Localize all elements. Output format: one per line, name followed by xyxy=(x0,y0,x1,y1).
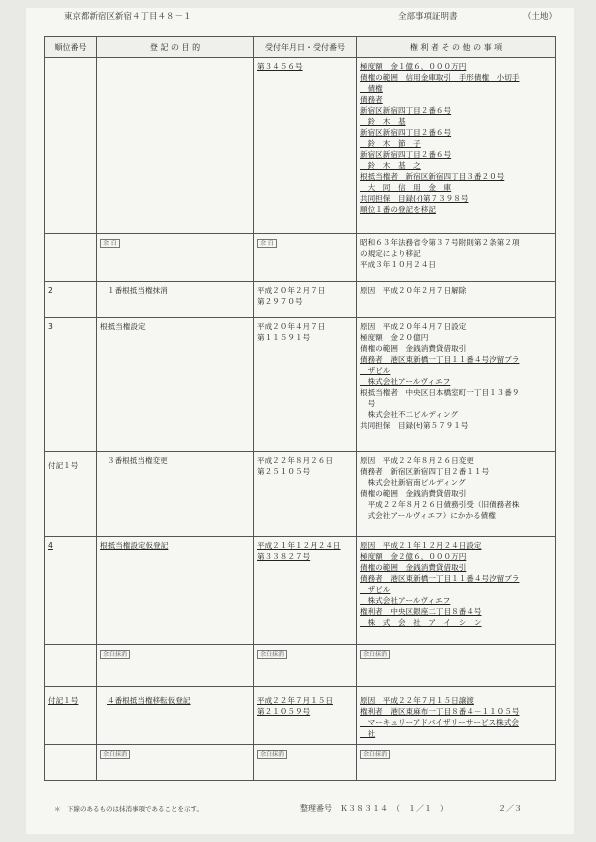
reception-cell xyxy=(254,234,357,282)
reception-line: 平成２２年７月１５日 xyxy=(257,696,333,705)
details-line: ザビル xyxy=(360,585,391,594)
details-line: 号 xyxy=(360,399,376,408)
reception-cell xyxy=(254,645,357,687)
details-line: 新宿区新宿四丁目２番６号 xyxy=(360,128,452,137)
purpose-cell xyxy=(97,745,254,781)
details-line: ザビル xyxy=(360,366,391,375)
details-line: 鈴 木 基 xyxy=(360,117,406,126)
details-cell xyxy=(357,645,556,687)
details-line: マーキュリーアドバイザリーサービス株式会 xyxy=(360,718,519,727)
reception-line: 第１１５９１号 xyxy=(257,333,311,342)
table-row xyxy=(45,318,556,452)
rank-cell xyxy=(45,645,97,687)
purpose-cell xyxy=(97,537,254,645)
details-cell xyxy=(357,318,556,452)
details-line: 債権の範囲 金銭消費貸借取引 xyxy=(360,489,467,498)
table-row xyxy=(45,58,556,234)
reception-cell xyxy=(254,687,357,745)
column-header: 受付年月日・受付番号 xyxy=(254,37,357,58)
details-line: 株式会社不二ビルディング xyxy=(360,410,458,419)
details-line: の規定により移記 xyxy=(360,249,421,258)
purpose-label: 根抵当権設定仮登記 xyxy=(100,541,169,550)
details-line: 原因 平成２１年１２月２４日設定 xyxy=(360,541,482,550)
blank-stamp: 余 白 xyxy=(257,239,277,248)
purpose-cell xyxy=(97,645,254,687)
details-line: 式会社アールヴィエフ）にかかる債権 xyxy=(360,511,496,520)
details-line: 債務者 新宿区新宿四丁目２番１１号 xyxy=(360,467,490,476)
property-address: 東京都新宿区新宿４丁目４８－１ xyxy=(64,12,192,22)
column-header: 権 利 者 そ の 他 の 事 項 xyxy=(357,37,556,58)
details-line: 順位１番の登記を移記 xyxy=(360,205,436,214)
document-type: （土地） xyxy=(523,12,558,22)
details-line: 平成３年１０月２４日 xyxy=(360,260,436,269)
reception-line: 平成２０年２月７日 xyxy=(257,286,326,295)
reception-line: 平成２０年４月７日 xyxy=(257,322,326,331)
footer-note: ＊ 下線のあるものは抹消事項であることを示す。 xyxy=(54,805,203,813)
reception-line: 第３３８２７号 xyxy=(257,552,311,561)
rank-cell xyxy=(45,58,97,234)
column-header: 順位番号 xyxy=(45,37,97,58)
page-number: ２／３ xyxy=(498,804,522,813)
blank-stamp: 余白抹消 xyxy=(257,750,287,759)
details-cell xyxy=(357,687,556,745)
details-line: 原因 平成２０年２月７日解除 xyxy=(360,286,467,295)
purpose-cell xyxy=(97,58,254,234)
details-line: 債務者 港区東新橋一丁目１１番４号汐留ブラ xyxy=(360,574,520,583)
reception-line: 第２５１０５号 xyxy=(257,467,311,476)
details-line: 債務者 xyxy=(360,95,383,104)
details-line: 共同担保 目録(ｲ)第７３９８号 xyxy=(360,194,469,203)
rank-cell: 3 xyxy=(45,318,97,452)
reception-cell xyxy=(254,58,357,234)
rank-cell xyxy=(45,537,97,645)
document-title: 全部事項証明書 xyxy=(398,12,458,22)
rank-cell xyxy=(45,234,97,282)
blank-stamp: 余白抹消 xyxy=(257,650,287,659)
details-line: 株式会社アールヴィエフ xyxy=(360,377,451,386)
table-row xyxy=(45,645,556,687)
table-header-row xyxy=(45,37,556,58)
control-number: 整理番号 Ｋ３８３１４ （ １／１ ） xyxy=(300,804,448,813)
blank-stamp: 余 白 xyxy=(100,239,120,248)
table-row xyxy=(45,452,556,537)
blank-stamp: 余白抹消 xyxy=(100,650,130,659)
details-line: 根抵当権者 新宿区新宿四丁目３番２０号 xyxy=(360,172,505,181)
details-line: 債権の範囲 金銭消費貸借取引 xyxy=(360,563,467,572)
details-line: 債権の範囲 金銭消費貸借取引 xyxy=(360,344,467,353)
details-line: 根抵当権者 中央区日本橋室町一丁目１３番９ xyxy=(360,388,520,397)
details-line: 原因 平成２２年８月２６日変更 xyxy=(360,456,474,465)
details-line: 債権 xyxy=(360,84,383,93)
table-row xyxy=(45,537,556,645)
table-row xyxy=(45,282,556,318)
details-line: 権利者 中央区銀座二丁目８番４号 xyxy=(360,607,482,616)
details-line: 新宿区新宿四丁目２番６号 xyxy=(360,106,452,115)
details-cell xyxy=(357,745,556,781)
reception-cell xyxy=(254,452,357,537)
reception-line: 第２１０５９号 xyxy=(257,707,311,716)
purpose-label: ４番根抵当権移転仮登記 xyxy=(107,696,191,705)
details-line: 社 xyxy=(360,729,376,738)
details-cell xyxy=(357,537,556,645)
details-line: 新宿区新宿四丁目２番６号 xyxy=(360,150,452,159)
purpose-cell: ３番根抵当権変更 xyxy=(97,452,254,537)
blank-stamp: 余白抹消 xyxy=(100,750,130,759)
table-row xyxy=(45,234,556,282)
details-line: 原因 平成２２年７月１５日譲渡 xyxy=(360,696,474,705)
details-line: 極度額 金２億６，０００万円 xyxy=(360,552,467,561)
blank-stamp: 余白抹消 xyxy=(360,750,390,759)
reception-line: 第２９７０号 xyxy=(257,297,303,306)
blank-stamp: 余白抹消 xyxy=(360,650,390,659)
rank-cell: 付記１号 xyxy=(45,452,97,537)
table-row xyxy=(45,745,556,781)
reception-cell xyxy=(254,745,357,781)
rank-cell: 2 xyxy=(45,282,97,318)
rank-cell xyxy=(45,687,97,745)
details-line: 鈴 木 基 之 xyxy=(360,161,421,170)
details-cell xyxy=(357,452,556,537)
details-cell xyxy=(357,234,556,282)
details-line: 大 同 信 用 金 庫 xyxy=(360,183,452,192)
details-line: 昭和６３年法務省令第３７号附則第２条第２項 xyxy=(360,238,520,247)
details-line: 株式会社アールヴィエフ xyxy=(360,596,451,605)
purpose-cell xyxy=(97,234,254,282)
purpose-cell xyxy=(97,687,254,745)
reception-line: 平成２２年８月２６日 xyxy=(257,456,333,465)
details-line: 鈴 木 節 子 xyxy=(360,139,421,148)
details-line: 債権の範囲 信用金庫取引 手形債権 小切手 xyxy=(360,73,520,82)
purpose-cell: 根抵当権設定 xyxy=(97,318,254,452)
details-line: 債務者 港区東新橋一丁目１１番４号汐留ブラ xyxy=(360,355,520,364)
reception-line: 平成２１年１２月２４日 xyxy=(257,541,341,550)
details-line: 原因 平成２０年４月７日設定 xyxy=(360,322,467,331)
reception-cell xyxy=(254,537,357,645)
table-row xyxy=(45,687,556,745)
purpose-cell: １番根抵当権抹消 xyxy=(97,282,254,318)
details-line: 極度額 金２０億円 xyxy=(360,333,429,342)
details-line: 株 式 会 社 ア イ シ ン xyxy=(360,618,482,627)
reception-cell xyxy=(254,282,357,318)
rank-label: 付記１号 xyxy=(48,696,79,705)
reception-cell xyxy=(254,318,357,452)
details-line: 平成２２年８月２６日債務引受（旧債務者株 xyxy=(360,500,520,509)
details-cell xyxy=(357,282,556,318)
registry-table xyxy=(44,36,556,781)
reception-line: 第３４５６号 xyxy=(257,62,303,71)
details-line: 極度額 金１億６，０００万円 xyxy=(360,62,467,71)
details-line: 株式会社新宿南ビルディング xyxy=(360,478,466,487)
rank-label: 4 xyxy=(48,541,53,550)
details-cell xyxy=(357,58,556,234)
column-header: 登 記 の 目 的 xyxy=(97,37,254,58)
rank-cell xyxy=(45,745,97,781)
details-line: 共同担保 目録(ｾ)第５７９１号 xyxy=(360,421,469,430)
details-line: 権利者 港区東麻布一丁目８番４－１１０５号 xyxy=(360,707,520,716)
